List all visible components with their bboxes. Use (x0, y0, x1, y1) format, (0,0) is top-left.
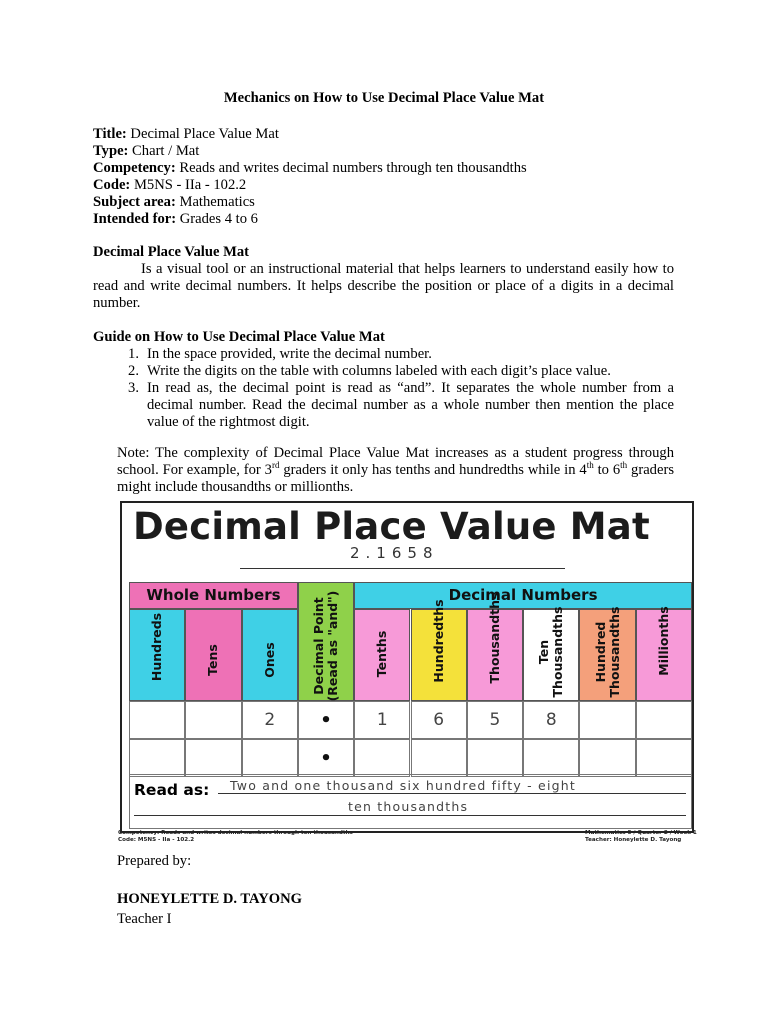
metadata-list (93, 126, 527, 228)
step-number: 2. (128, 363, 139, 379)
mat-frame (120, 501, 694, 833)
meta-label: Code: (93, 177, 131, 193)
place-column-label: Thousandths (486, 592, 502, 684)
place-column-hundred (579, 606, 635, 701)
place-column-label: Tenths (374, 630, 390, 678)
step-text: In read as, the decimal point is read as “and”. It separates the whole number from a decimal number. Read the decimal number as a whole number then mention the place value of the rightmost digit. (147, 380, 674, 430)
note-text: Note: The complexity of Decimal Place Value Mat increases as a student progress through school. For example, for 3 (117, 445, 674, 478)
place-value-cell (411, 739, 467, 777)
place-column-label: Hundred Thousandths (592, 606, 622, 698)
mat-number-underline (240, 568, 565, 569)
read-as-label: Read as: (134, 781, 210, 799)
note-superscript: th (620, 460, 628, 471)
place-value-cell: • (298, 739, 354, 777)
place-value-cell: • (298, 701, 354, 739)
teacher-name: HONEYLETTE D. TAYONG (117, 891, 303, 907)
read-as-rule (134, 815, 686, 816)
section-paragraph-mat: Is a visual tool or an instructional material that helps learners to understand easily how to read and write decimal numbers. It helps describe the position or place of a digits in a decimal number. (93, 261, 674, 311)
mat-number: 2.1658 (350, 544, 439, 562)
meta-label: Intended for: (93, 211, 177, 227)
place-value-cell (579, 739, 635, 777)
meta-subject-area (93, 194, 527, 211)
meta-label: Competency: (93, 160, 176, 176)
note-text: to 6 (593, 462, 621, 478)
place-value-cell (579, 701, 635, 739)
place-value-cell: 2 (242, 701, 298, 739)
place-column-label: Hundredths (430, 599, 446, 683)
meta-label: Type: (93, 143, 129, 159)
place-column-label: Decimal Point (Read as "and") (311, 590, 341, 702)
read-as-rule (218, 793, 686, 794)
guide-steps-list (93, 346, 674, 431)
meta-value: Reads and writes decimal numbers through ten thousandths (175, 160, 527, 176)
document-heading: Mechanics on How to Use Decimal Place Value Mat (223, 90, 545, 106)
place-column-label: Millionths (655, 606, 671, 676)
section-heading-guide: Guide on How to Use Decimal Place Value Mat (93, 329, 385, 345)
place-column-decimal-point (298, 582, 354, 701)
read-as-line-2: ten thousandths (348, 799, 469, 814)
place-value-cell: 1 (354, 701, 410, 739)
place-value-cell (185, 701, 241, 739)
meta-title (93, 126, 527, 143)
note-text: graders might include thousandths or millionths. (117, 462, 674, 495)
place-value-cell (129, 739, 185, 777)
place-column-label: Ones (261, 642, 277, 678)
place-value-cell: 6 (411, 701, 467, 739)
place-column-millionths (636, 606, 692, 701)
teacher-role: Teacher I (117, 911, 172, 927)
meta-value: M5NS - IIa - 102.2 (130, 177, 247, 193)
read-as-line-1: Two and one thousand six hundred fifty - eight (230, 778, 576, 793)
place-column-label: Tens (205, 644, 221, 677)
place-column-hundreds (129, 609, 185, 701)
place-column-tens (185, 609, 241, 701)
meta-type (93, 143, 527, 160)
place-column-thousandths (467, 592, 523, 701)
place-value-cell (523, 739, 579, 777)
note-superscript: rd (271, 460, 280, 471)
place-column-label: Hundreds (149, 613, 165, 682)
decimal-numbers-header: Decimal Numbers (354, 582, 692, 609)
list-item (93, 380, 674, 431)
place-value-cell (354, 739, 410, 777)
place-column-ones (242, 609, 298, 701)
place-value-cell (242, 739, 298, 777)
place-value-cell (467, 739, 523, 777)
section-heading-mat: Decimal Place Value Mat (93, 244, 250, 260)
mat-footer-left: Competency: Reads and writes decimal numbers through ten thousandths Code: M5NS - IIa - 102.2 (118, 830, 353, 843)
place-column-ten (523, 606, 579, 701)
read-as-row (129, 774, 692, 829)
place-value-cell (636, 739, 692, 777)
mat-footer-right: Mathematics 5 / Quarter 2 / Week 1 Teacher: Honeylette D. Tayong (585, 830, 697, 843)
place-value-cell (129, 701, 185, 739)
step-text: Write the digits on the table with columns labeled with each digit’s place value. (147, 363, 611, 379)
meta-competency (93, 160, 527, 177)
whole-numbers-header: Whole Numbers (129, 582, 298, 609)
place-value-cell: 5 (467, 701, 523, 739)
meta-value: Grades 4 to 6 (176, 211, 258, 227)
step-number: 1. (128, 346, 139, 362)
list-item (93, 363, 674, 380)
place-column-tenths (354, 609, 410, 701)
place-value-cell (185, 739, 241, 777)
step-number: 3. (128, 380, 139, 396)
note-superscript: th (586, 460, 594, 471)
step-text: In the space provided, write the decimal number. (147, 346, 432, 362)
list-item (93, 346, 674, 363)
meta-value: Mathematics (175, 194, 255, 210)
place-value-cell: 8 (523, 701, 579, 739)
note-paragraph (117, 445, 674, 496)
meta-intended-for (93, 211, 527, 228)
place-value-cell (636, 701, 692, 739)
prepared-by-label: Prepared by: (117, 853, 192, 869)
place-column-hundredths (411, 599, 467, 701)
meta-value: Chart / Mat (128, 143, 200, 159)
place-value-mat (115, 497, 695, 841)
place-column-label: Ten Thousandths (536, 606, 566, 698)
note-text: graders it only has tenths and hundredths while in 4 (279, 462, 587, 478)
meta-value: Decimal Place Value Mat (126, 126, 279, 142)
meta-code (93, 177, 527, 194)
mat-title: Decimal Place Value Mat (133, 505, 650, 548)
meta-label: Subject area: (93, 194, 176, 210)
meta-label: Title: (93, 126, 127, 142)
